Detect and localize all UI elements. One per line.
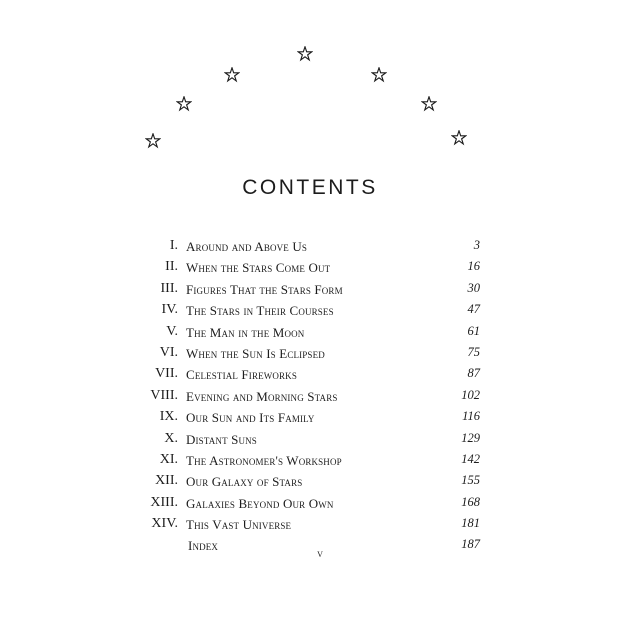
- page-number: 75: [467, 344, 480, 359]
- page-number: 168: [461, 494, 480, 509]
- chapter-numeral: I.: [169, 238, 178, 253]
- chapter-title: Figures That the Stars Form: [186, 281, 343, 297]
- chapter-numeral: III.: [160, 280, 178, 296]
- toc-entry[interactable]: [140, 257, 480, 278]
- toc-entry[interactable]: [140, 493, 480, 514]
- chapter-numeral: II.: [165, 259, 178, 275]
- chapter-title: Evening and Morning Stars: [186, 388, 338, 404]
- page-number: 16: [467, 259, 480, 274]
- star-outline-icon: [421, 96, 437, 112]
- star-outline-icon: [176, 96, 192, 112]
- contents-heading: CONTENTS: [242, 176, 378, 199]
- page-number: 47: [467, 302, 480, 317]
- toc-entry[interactable]: [140, 343, 480, 364]
- page-number: 3: [473, 238, 480, 252]
- star-outline-icon: [145, 133, 161, 149]
- page-number: 30: [467, 280, 480, 295]
- page-number: 61: [467, 323, 480, 338]
- index-title: Index: [188, 538, 219, 554]
- chapter-numeral: VI.: [159, 344, 178, 360]
- toc-entry[interactable]: [140, 450, 480, 471]
- chapter-title: When the Sun Is Eclipsed: [186, 345, 325, 361]
- folio-page-number: v: [317, 548, 323, 560]
- toc-entry[interactable]: [140, 407, 480, 428]
- toc-entry[interactable]: [140, 236, 480, 257]
- chapter-numeral: X.: [164, 430, 178, 446]
- chapter-title: Celestial Fireworks: [186, 367, 297, 383]
- chapter-title: Distant Suns: [186, 431, 257, 447]
- chapter-numeral: XII.: [155, 473, 178, 489]
- table-of-contents: [140, 236, 480, 557]
- toc-entry[interactable]: [140, 300, 480, 321]
- page-number: 181: [461, 516, 480, 531]
- chapter-title: When the Stars Come Out: [186, 260, 331, 276]
- chapter-title: This Vast Universe: [186, 517, 292, 533]
- chapter-title: Galaxies Beyond Our Own: [186, 495, 334, 511]
- page-number: 116: [462, 409, 480, 424]
- toc-entry[interactable]: [140, 364, 480, 385]
- toc-entry[interactable]: [140, 279, 480, 300]
- star-outline-icon: [451, 130, 467, 146]
- chapter-numeral: V.: [166, 323, 178, 339]
- chapter-title: Our Sun and Its Family: [186, 410, 315, 426]
- chapter-numeral: VIII.: [150, 387, 178, 403]
- page-number: 87: [467, 366, 480, 381]
- page-number: 187: [461, 537, 480, 552]
- toc-entry[interactable]: [140, 429, 480, 450]
- page-number: 129: [461, 430, 480, 445]
- star-outline-icon: [224, 67, 240, 83]
- toc-entry[interactable]: [140, 386, 480, 407]
- star-outline-icon: [371, 67, 387, 83]
- page-number: 142: [461, 451, 480, 466]
- toc-entry[interactable]: [140, 514, 480, 535]
- chapter-numeral: XIII.: [150, 494, 178, 510]
- chapter-numeral: IX.: [159, 409, 178, 425]
- page-number: 155: [461, 473, 480, 488]
- chapter-title: The Astronomer's Workshop: [186, 452, 342, 468]
- chapter-title: Around and Above Us: [186, 239, 308, 254]
- star-outline-icon: [297, 46, 313, 62]
- chapter-numeral: XIV.: [151, 516, 178, 532]
- chapter-numeral: IV.: [161, 302, 178, 318]
- page-number: 102: [461, 387, 480, 402]
- chapter-title: The Man in the Moon: [186, 324, 305, 340]
- chapter-title: Our Galaxy of Stars: [186, 474, 303, 490]
- toc-entry[interactable]: [140, 322, 480, 343]
- toc-entry[interactable]: [140, 471, 480, 492]
- star-arc-decoration: [0, 0, 640, 160]
- chapter-numeral: XI.: [159, 451, 178, 467]
- chapter-title: The Stars in Their Courses: [186, 303, 334, 319]
- chapter-numeral: VII.: [155, 366, 178, 382]
